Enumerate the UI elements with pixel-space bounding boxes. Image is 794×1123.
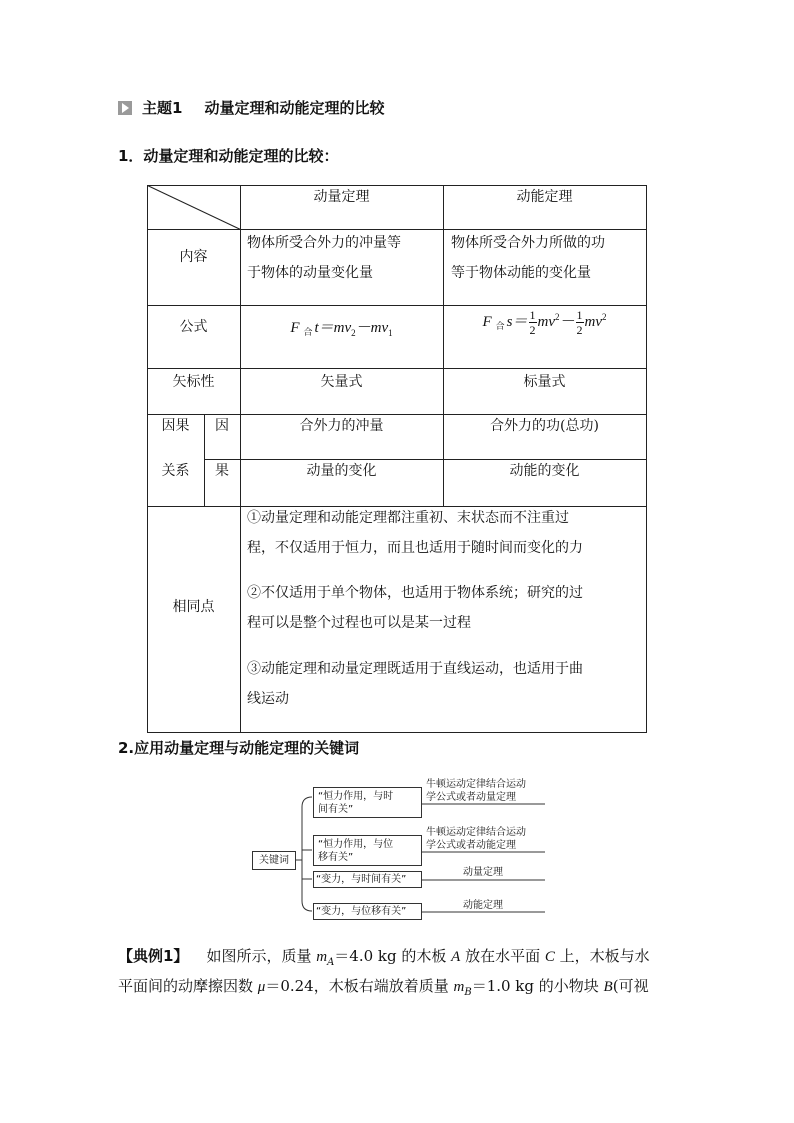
section1-heading: 1．动量定理和动能定理的比较：: [118, 147, 339, 165]
vector-momentum: 矢量式: [320, 374, 363, 390]
row-label-vector: 矢标性: [172, 374, 215, 390]
half-fraction: $\frac{1}{2}$: [529, 308, 536, 338]
half-fraction-2: $\frac{1}{2}$: [576, 308, 583, 338]
row-label-content: 内容: [179, 249, 208, 265]
formula-energy: F $_合$ s＝ $\frac{1}{2}$ $mv^2-$ $\frac{1}{2}$ $mv^2$: [482, 308, 607, 338]
row-label-formula: 公式: [179, 319, 208, 335]
effect-label: 果: [215, 463, 229, 479]
common-item-3: ③动能定理和动量定理既适用于直线运动，也适用于曲 线运动: [247, 661, 583, 707]
content-momentum-line2: 于物体的动量变化量: [247, 265, 373, 281]
topic-title: 动量定理和动能定理的比较: [204, 99, 385, 117]
content-energy-line2: 等于物体动能的变化量: [451, 265, 591, 281]
common-item-1: ①动量定理和动能定理都注重初、末状态而不注重过 程，不仅适用于恒力，而且也适用于随时间而变化的力: [247, 510, 583, 556]
formula-momentum: F $_合$ $t=mv_2-mv_1$: [290, 320, 393, 338]
common-item-2: ②不仅适用于单个物体，也适用于物体系统；研究的过 程可以是整个过程也可以是某一过程: [247, 585, 583, 631]
mindmap-result-4: 动能定理: [463, 900, 503, 911]
mindmap-root: 关键词: [259, 855, 289, 866]
example-line-1: 【典例1】 如图所示，质量 $m_A=4.0$ kg 的木板 A 放在水平面 C 上，木板与水: [118, 947, 650, 968]
cause-momentum: 合外力的冲量: [299, 418, 384, 434]
content-momentum-line1: 物体所受合外力的冲量等: [247, 235, 401, 251]
example-tag: 【典例1】: [118, 947, 189, 965]
topic-label: 主题1: [142, 99, 183, 117]
row-label-common: 相同点: [172, 599, 215, 615]
mindmap-branch-1: “恒力作用，与时 间有关”: [318, 791, 394, 815]
cause-energy: 合外力的功(总功): [490, 418, 599, 434]
row-label-causal-top: 因果: [161, 418, 190, 434]
mindmap-branch-4: “变力，与位移有关”: [316, 906, 407, 917]
effect-momentum: 动量的变化: [306, 463, 377, 479]
col-header-momentum: 动量定理: [313, 189, 370, 205]
mindmap-result-1: 牛顿运动定律结合运动 学公式或者动量定理: [426, 779, 526, 803]
vector-energy: 标量式: [523, 374, 566, 390]
mindmap-branch-3: “变力，与时间有关”: [316, 874, 407, 885]
row-label-causal-bottom: 关系: [161, 463, 190, 479]
example-line-2: 平面间的动摩擦因数 μ＝0.24，木板右端放着质量 $m_B=1.0$ kg 的小物块 B(可视: [118, 977, 649, 998]
content-energy-line1: 物体所受合外力所做的功: [451, 235, 605, 251]
section2-heading: 2.应用动量定理与动能定理的关键词: [118, 739, 360, 757]
mindmap-result-2: 牛顿运动定律结合运动 学公式或者动能定理: [426, 827, 526, 851]
mindmap-result-3: 动量定理: [463, 867, 503, 878]
mindmap-branch-2: “恒力作用，与位 移有关”: [318, 839, 394, 863]
col-header-energy: 动能定理: [516, 189, 573, 205]
cause-label: 因: [215, 418, 229, 434]
effect-energy: 动能的变化: [509, 463, 580, 479]
